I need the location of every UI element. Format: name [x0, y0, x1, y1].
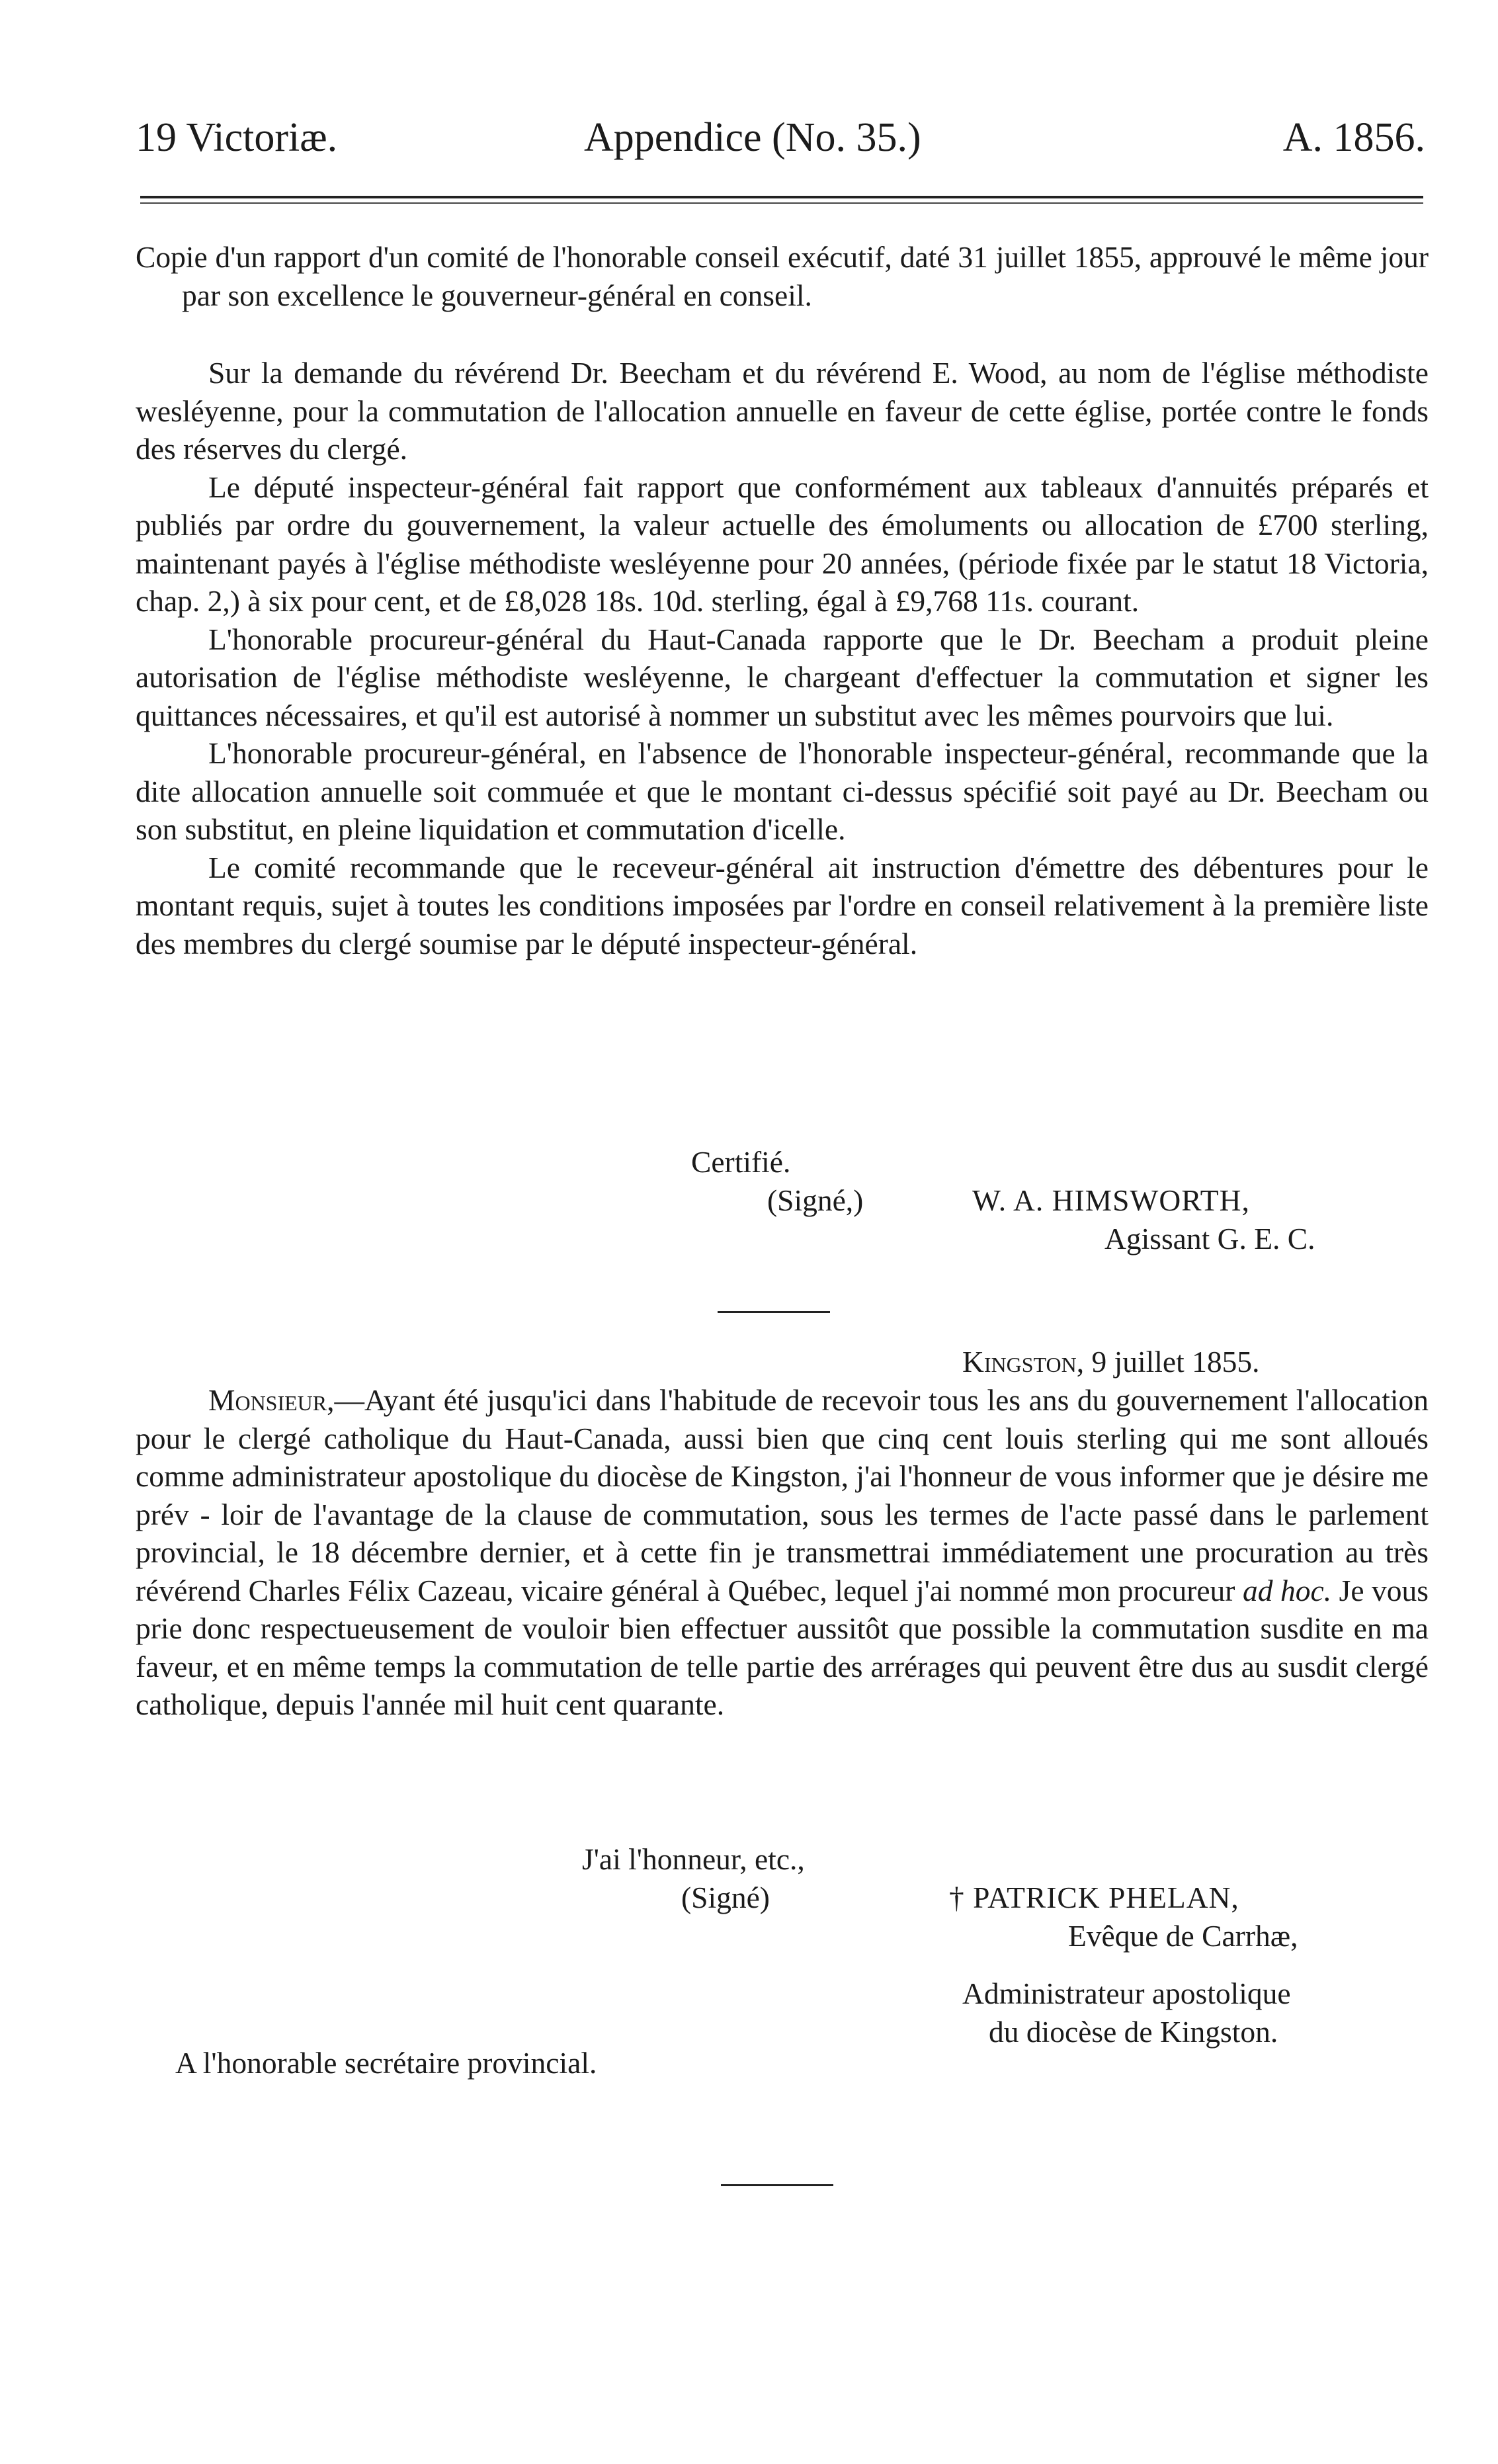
report-paragraph: Le comité recommande que le receveur-général ait instruction d'émettre des débentures pour le montant requis, sujet à toutes les conditions imposées par l'ordre en conseil relativement à la première liste des membres du clergé soumise par le député inspecteur-général. [136, 850, 1429, 960]
letter-paragraph [136, 1381, 1429, 1724]
page-header [136, 111, 1425, 164]
header-session: 19 Victoriæ. [136, 115, 338, 160]
header-year: A. 1856. [1282, 115, 1425, 160]
dateline-date: 9 juillet 1855. [1091, 1345, 1260, 1379]
report-body [136, 354, 1429, 962]
salutation: Monsieur, [208, 1383, 335, 1417]
signer-title-3: du diocèse de Kingston. [989, 2015, 1278, 2049]
section-divider [718, 1311, 830, 1313]
report-paragraph: L'honorable procureur-général, en l'absence de l'honorable inspecteur-général, recommande que la dite allocation annuelle soit commuée et que le montant ci-dessus spécifié soit payé au Dr. Beecham ou son substitut, en pleine liquidation et commutation d'icelle. [136, 736, 1429, 846]
report-paragraph: Le député inspecteur-général fait rapport que conformément aux tableaux d'annuités préparés et publiés par ordre du gouvernement, la valeur actuelle des émoluments ou allocation de £700 sterling, maintenant payés à l'église méthodiste wesléyenne pour 20 années, (période fixée par le statut 18 Victoria, chap. 2,) à six pour cent, et de £8,028 18s. 10d. sterling, égal à £9,768 11s. courant. [136, 470, 1429, 618]
signer-title-2: Administrateur apostolique [962, 1976, 1291, 2010]
header-rule [140, 196, 1423, 198]
signer-title: Agissant G. E. C. [1104, 1222, 1315, 1255]
signer-name: W. A. HIMSWORTH, [972, 1183, 1250, 1217]
dateline-place: Kingston, [962, 1345, 1085, 1379]
letter-text: —Ayant été jusqu'ici dans l'habitude de recevoir tous les ans du gouvernement l'allocation pour le clergé catholique du Haut-Canada, aussi bien que cinq cent louis sterling qui me sont alloués comme administrateur apostolique du diocèse de Kingston, j'ai l'honneur de vous informer que je désire me prév - loir de l'avantage de la clause de commutation, sous les termes de l'acte passé dans le parlement provincial, le 18 décembre dernier, et à cette fin je transmettrai immédiatement une procuration au très révérend Charles Félix Cazeau, vicaire général à Québec, lequel j'ai nommé mon procureur [136, 1383, 1429, 1607]
signe-label-2: (Signé) [681, 1881, 770, 1914]
section-divider-2 [721, 2184, 833, 2186]
report-paragraph: L'honorable procureur-général du Haut-Canada rapporte que le Dr. Beecham a produit pleine autorisation de l'église méthodiste wesléyenne, le chargeant d'effectuer la commutation et signer les quittances nécessaires, et qu'il est autorisé à nommer un substitut avec les mêmes pourvoirs que lui. [136, 622, 1429, 732]
letter-body [136, 1381, 1429, 1724]
dateline [962, 1343, 1260, 1381]
letter-italic: ad hoc. [1242, 1573, 1332, 1607]
report-paragraph: Sur la demande du révérend Dr. Beecham et du révérend E. Wood, au nom de l'église méthodiste wesléyenne, pour la commutation de l'allocation annuelle en faveur de cette église, portée contre le fonds des réserves du clergé. [136, 356, 1429, 466]
header-appendix: Appendice (No. 35.) [584, 115, 921, 160]
signe-label: (Signé,) [767, 1183, 864, 1217]
signer-name-2: † PATRICK PHELAN, [949, 1881, 1239, 1914]
certifie-label: Certifié. [691, 1145, 791, 1179]
report-intro: Copie d'un rapport d'un comité de l'honorable conseil exécutif, daté 31 juillet 1855, approuvé le même jour par son excellence le gouverneur-général en conseil. [136, 240, 1429, 312]
header-rule-thin [140, 202, 1423, 204]
closing: J'ai l'honneur, etc., [582, 1842, 805, 1876]
signer-title-1: Evêque de Carrhæ, [1068, 1919, 1298, 1953]
addressee: A l'honorable secrétaire provincial. [175, 2046, 597, 2080]
letter-text-end: Je vous prie donc respectueusement de vouloir bien effectuer aussitôt que possible la commutation susdite en ma faveur, et en même temps la commutation de telle partie des arrérages qui peuvent être dus au susdit clergé catholique, depuis l'année mil huit cent quarante. [136, 1573, 1429, 1721]
